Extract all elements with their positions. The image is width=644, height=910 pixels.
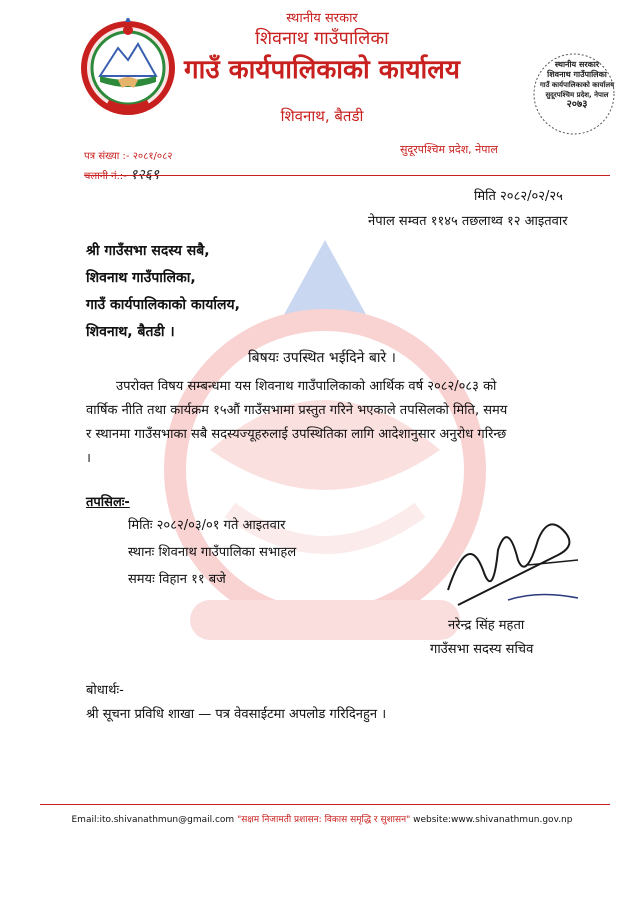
office-title: गाउँ कार्यपालिकाको कार्यालय: [184, 55, 460, 85]
recipient-line: शिवनाथ, बैतडी ।: [86, 324, 175, 340]
details-list: [128, 512, 296, 593]
recipient-line: श्री गाउँसभा सदस्य सबै,: [86, 243, 210, 259]
stamp-line: स्थानीय सरकार: [554, 60, 600, 69]
footer-divider: [40, 804, 610, 805]
body-line: ।: [86, 451, 91, 466]
office-address: शिवनाथ, बैतडी: [280, 107, 364, 125]
detail-time: समयः विहान ११ बजे: [128, 572, 226, 587]
province-label: सुदूरपश्चिम प्रदेश, नेपाल: [400, 143, 498, 156]
detail-venue: स्थानः शिवनाथ गाउँपालिका सभाहल: [128, 545, 297, 560]
cc-line: श्री सूचना प्रविधि शाखा — पत्र वेवसाईटमा अपलोड गरिदिनहुन ।: [86, 707, 387, 722]
recipient-block: [86, 238, 240, 346]
reference-value: २०८१/०८२: [132, 151, 173, 162]
signature-icon: [438, 510, 588, 620]
footer-slogan: "सक्षम निजामती प्रशासन: विकास समृद्धि र सुशासन": [237, 815, 411, 825]
recipient-line: शिवनाथ गाउँपालिका,: [86, 270, 196, 286]
body-line: वार्षिक नीति तथा कार्यक्रम १५औं गाउँसभामा प्रस्तुत गरिने भएकाले तपसिलको मिति, समय: [86, 403, 508, 418]
body-line: उपरोक्त विषय सम्बन्धमा यस शिवनाथ गाउँपालिकाको आर्थिक वर्ष २०८२/०८३ को: [116, 379, 497, 394]
details-heading: तपसिलः-: [86, 495, 130, 510]
footer: [0, 812, 644, 825]
stamp-line: २०७३: [566, 99, 588, 110]
office-stamp: [528, 46, 620, 142]
subject-line: बिषयः उपस्थित भईदिने बारे ।: [247, 350, 396, 366]
stamp-line: शिवनाथ गाउँपालिका: [547, 70, 607, 79]
recipient-line: गाउँ कार्यपालिकाको कार्यालय,: [86, 297, 240, 313]
detail-date: मितिः २०८२/०३/०१ गते आइतवार: [128, 518, 286, 533]
reference-label: पत्र संख्या :-: [84, 151, 130, 162]
stamp-line: सुदूरपश्चिम प्रदेश, नेपाल: [545, 91, 609, 99]
dispatch-value: १२६९: [129, 167, 160, 183]
letter-body: [86, 375, 602, 471]
signatory-name: नरेन्द्र सिंह महता: [448, 618, 525, 633]
signatory-title: गाउँसभा सदस्य सचिव: [430, 642, 534, 657]
cc-heading: बोधार्थः-: [86, 683, 124, 698]
footer-website[interactable]: website:www.shivanathmun.gov.np: [413, 815, 573, 825]
dispatch-label: चलानी नं.:-: [84, 171, 127, 182]
government-label: स्थानीय सरकार: [286, 11, 358, 26]
header-divider: [84, 175, 610, 176]
letter-date: मिति २०८२/०२/२५: [474, 189, 563, 204]
reference-number: [84, 148, 173, 162]
body-line: र स्थानमा गाउँसभाका सबै सदस्यज्यूहरुलाई उपस्थितिका लागि आदेशानुसार अनुरोध गरिन्छ: [86, 427, 507, 442]
footer-email[interactable]: Email:ito.shivanathmun@gmail.com: [71, 815, 235, 825]
nepal-sambat-date: नेपाल सम्वत ११४५ तछलाथ्व १२ आइतवार: [368, 214, 568, 229]
municipality-name: शिवनाथ गाउँपालिका: [255, 28, 389, 49]
stamp-line: गाउँ कार्यपालिकाको कार्यालय: [539, 81, 615, 89]
